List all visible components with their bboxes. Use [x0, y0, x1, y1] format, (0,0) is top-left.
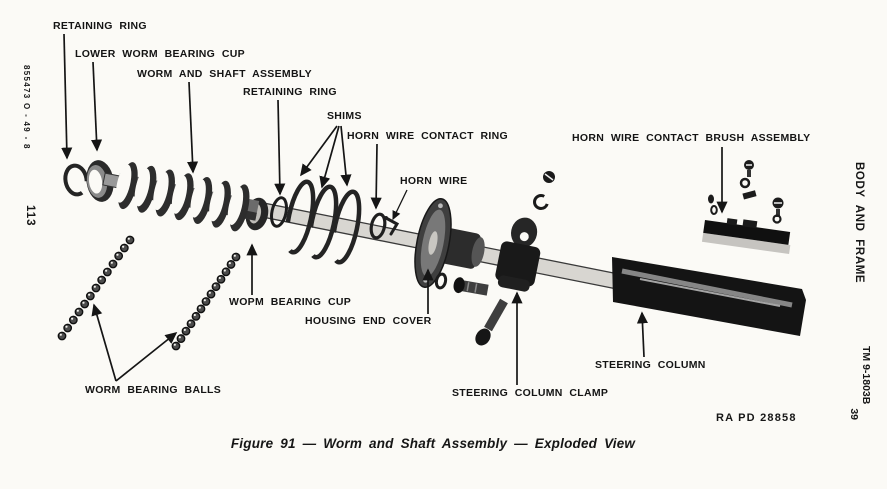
worm-and-shaft-part: [103, 160, 259, 233]
housing-end-cover-part: [408, 196, 492, 298]
label-housing-end-cover: HOUSING END COVER: [305, 315, 432, 327]
label-horn-wire: HORN WIRE: [400, 175, 468, 187]
paragraph-number: 39: [848, 408, 860, 420]
label-shims: SHIMS: [327, 110, 362, 122]
manual-reference: [848, 346, 872, 432]
label-lower-worm-bearing-cup: LOWER WORM BEARING CUP: [75, 48, 245, 60]
figure-caption: Figure 91 — Worm and Shaft Assembly — Exploded View: [230, 436, 636, 451]
plate-number: RA PD 28858: [716, 412, 797, 424]
retaining-ring-part: [63, 164, 89, 196]
cover-hardware-part: [435, 273, 504, 348]
page-number: 113: [24, 205, 36, 227]
label-steering-column-clamp: STEERING COLUMN CLAMP: [452, 387, 609, 399]
label-steering-column: STEERING COLUMN: [595, 359, 706, 371]
label-wopm-bearing-cup: WOPM BEARING CUP: [229, 296, 352, 308]
label-worm-and-shaft-assembly: WORM AND SHAFT ASSEMBLY: [137, 68, 312, 80]
label-horn-wire-contact-ring: HORN WIRE CONTACT RING: [347, 130, 508, 142]
steering-column-clamp-part: [493, 214, 547, 293]
clamp-screw-icon: [535, 171, 556, 209]
label-horn-wire-contact-brush-assembly: HORN WIRE CONTACT BRUSH ASSEMBLY: [572, 132, 811, 144]
print-code: 855473 O - 49 - 8: [22, 65, 31, 150]
label-retaining-ring-upper: RETAINING RING: [53, 20, 147, 32]
manual-number: TM 9-1803B: [860, 346, 872, 405]
label-retaining-ring-inner: RETAINING RING: [243, 86, 337, 98]
steering-column-part: [612, 257, 806, 336]
label-worm-bearing-balls: WORM BEARING BALLS: [85, 384, 222, 396]
worm-bearing-balls-part: [58, 236, 133, 339]
section-title: BODY AND FRAME: [853, 162, 865, 284]
brush-assembly-part: [702, 160, 793, 254]
